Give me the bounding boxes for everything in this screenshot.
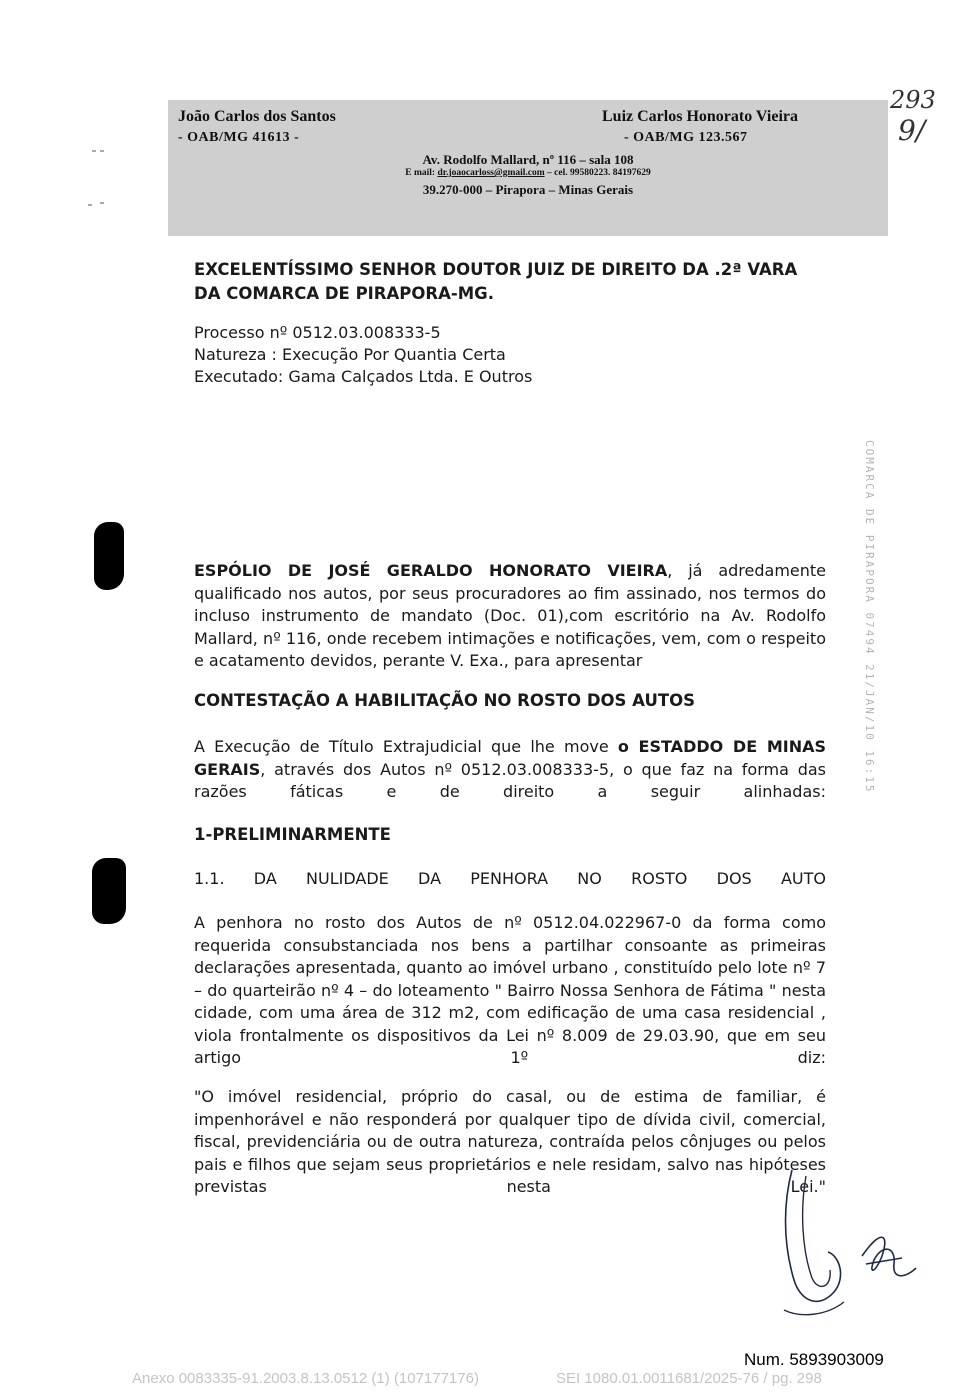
margin-dot — [88, 204, 92, 206]
law-quote: "O imóvel residencial, próprio do casal, ou de estima de familiar, é impenhorável e não responderá por qualquer tipo de dívida civil, comercial, fiscal, previdenciária ou de outra natureza, contraída pelos cônjuges ou pelos pais e filhos que sejam seus proprietários e nele residam, salvo nas hipóteses previstas nesta Lei." — [194, 1087, 826, 1196]
execution-text-after: , através dos Autos nº 0512.03.008333-5, o que faz na forma das razões fáticas e de direito a seguir alinhadas: — [194, 759, 826, 801]
subsection-heading: 1.1. DA NULIDADE DA PENHORA NO ROSTO DOS AUTO — [194, 869, 826, 888]
page-number-line2: 9/ — [898, 114, 926, 147]
intro-paragraph — [194, 560, 826, 673]
handwritten-signature — [770, 1160, 920, 1320]
lawyer2-oab: - OAB/MG 123.567 — [624, 130, 748, 145]
page-number-stamp — [888, 86, 948, 156]
office-contact — [168, 168, 888, 178]
section-heading: 1-PRELIMINARMENTE — [194, 825, 391, 844]
punch-hole-mark — [94, 522, 124, 590]
intro-text: , já adredamente qualificado nos autos, por seus procuradores ao fim assinado, nos termos do incluso instrumento de mandato (Doc. 01),com escritório na Av. Rodolfo Mallard, nº 116, onde recebem intimações e notificações, vem, com o respeito e acatamento devidos, perante V. Exa., para apresentar — [194, 561, 827, 670]
margin-dot — [92, 150, 96, 152]
party-name: ESPÓLIO DE JOSÉ GERALDO HONORATO VIEIRA — [194, 561, 668, 580]
lawyer2-name: Luiz Carlos Honorato Vieira — [602, 108, 798, 125]
execution-text-before: A Execução de Título Extrajudicial que lhe move — [194, 737, 618, 756]
footer-annex: Anexo 0083335-91.2003.8.13.0512 (1) (107177176) — [132, 1370, 479, 1387]
case-natureza: Natureza : Execução Por Quantia Certa — [194, 345, 506, 364]
addressee: EXCELENTÍSSIMO SENHOR DOUTOR JUIZ DE DIREITO DA .2ª VARA DA COMARCA DE PIRAPORA-MG. — [194, 260, 798, 303]
footer-sei: SEI 1080.01.0011681/2025-76 / pg. 298 — [556, 1370, 822, 1387]
protocol-stamp: COMARCA DE PIRAPORA 07494 21/JAN/10 16:15 — [863, 440, 876, 794]
execution-paragraph — [194, 736, 826, 804]
page-number-line1: 293 — [890, 86, 936, 114]
margin-dot — [100, 202, 104, 204]
lawyer1-name: João Carlos dos Santos — [178, 108, 336, 125]
execution-creditor: o ESTADDO DE MINAS GERAIS — [194, 737, 826, 779]
document-number: Num. 5893903009 — [744, 1350, 884, 1369]
email-link[interactable]: dr.joaocarloss@gmail.com — [437, 168, 545, 178]
punch-hole-mark — [92, 858, 126, 924]
margin-dot — [100, 150, 104, 152]
penhora-paragraph: A penhora no rosto dos Autos de nº 0512.04.022967-0 da forma como requerida consubstanciada nos bens a partilhar consoante as primeiras declarações apresentada, quanto ao imóvel urbano , constituído pelo lote nº 7 – do quarteirão nº 4 – do loteamento " Bairro Nossa Senhora de Fátima " nesta cidade, com uma área de 312 m2, com edificação de uma casa residencial , viola frontalmente os dispositivos da Lei nº 8.009 de 29.03.90, que em seu artigo 1º diz: — [194, 913, 826, 1067]
phone-numbers: – cel. 99580223. 84197629 — [544, 168, 651, 178]
case-processo: Processo nº 0512.03.008333-5 — [194, 323, 441, 342]
case-executado: Executado: Gama Calçados Ltda. E Outros — [194, 367, 533, 386]
letterhead — [168, 100, 888, 236]
office-city: 39.270-000 – Pirapora – Minas Gerais — [422, 182, 634, 197]
lawyer1-oab: - OAB/MG 41613 - — [178, 130, 300, 145]
document-title: CONTESTAÇÃO A HABILITAÇÃO NO ROSTO DOS AUTOS — [194, 691, 696, 710]
office-address: Av. Rodolfo Mallard, nº 116 – sala 108 — [422, 152, 634, 167]
email-prefix: E mail: — [405, 168, 438, 178]
